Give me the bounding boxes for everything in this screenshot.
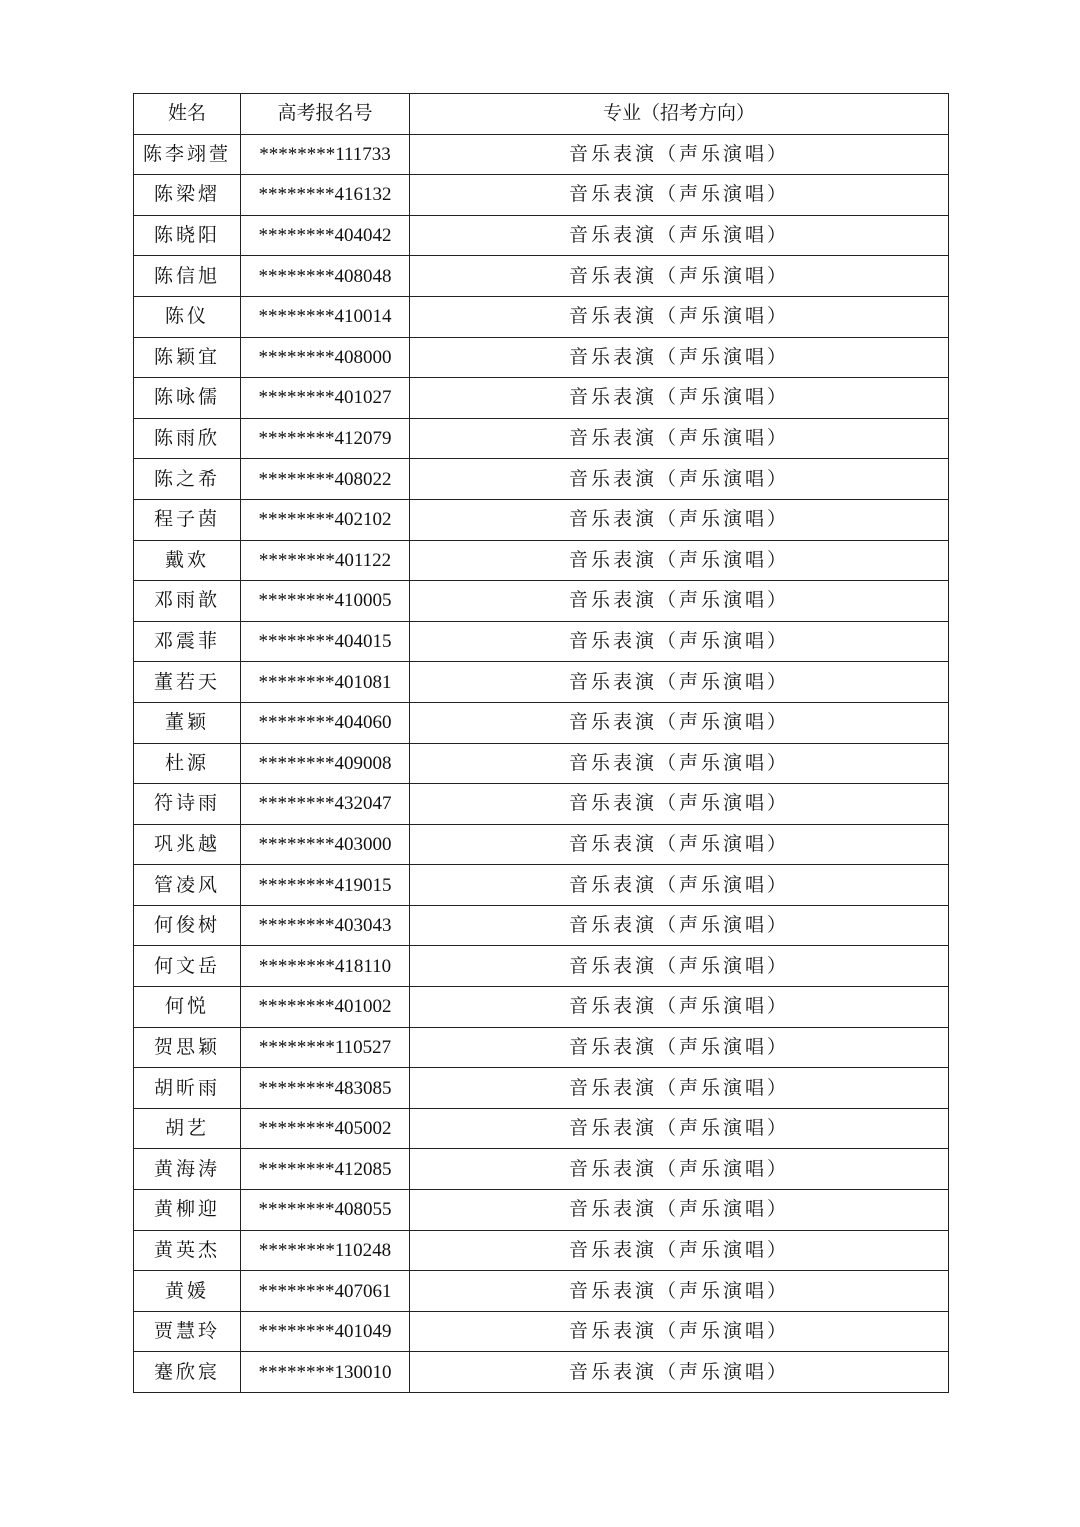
major-cell: 音乐表演（声乐演唱） [410,1149,949,1190]
exam-number-cell: ********401081 [241,662,410,703]
major-cell: 音乐表演（声乐演唱） [410,378,949,419]
major-cell: 音乐表演（声乐演唱） [410,1352,949,1393]
major-cell: 音乐表演（声乐演唱） [410,540,949,581]
admission-table [133,93,949,1393]
exam-number-cell: ********408000 [241,337,410,378]
student-name-cell: 陈李翊萱 [134,134,241,175]
student-name-cell: 戴欢 [134,540,241,581]
table-row [134,1311,949,1352]
student-name-cell: 巩兆越 [134,824,241,865]
table-row [134,784,949,825]
major-cell: 音乐表演（声乐演唱） [410,702,949,743]
exam-number-cell: ********403043 [241,905,410,946]
major-cell: 音乐表演（声乐演唱） [410,175,949,216]
table-row [134,946,949,987]
major-cell: 音乐表演（声乐演唱） [410,1027,949,1068]
table-row [134,134,949,175]
exam-number-cell: ********410005 [241,581,410,622]
table-row [134,1352,949,1393]
exam-number-cell: ********130010 [241,1352,410,1393]
major-cell: 音乐表演（声乐演唱） [410,743,949,784]
exam-number-cell: ********110527 [241,1027,410,1068]
student-name-cell: 陈仪 [134,296,241,337]
major-cell: 音乐表演（声乐演唱） [410,296,949,337]
table-row [134,1271,949,1312]
exam-number-cell: ********416132 [241,175,410,216]
exam-number-cell: ********405002 [241,1108,410,1149]
major-cell: 音乐表演（声乐演唱） [410,1271,949,1312]
student-name-cell: 杜源 [134,743,241,784]
exam-number-cell: ********401122 [241,540,410,581]
student-name-cell: 黄英杰 [134,1230,241,1271]
student-name-cell: 陈之希 [134,459,241,500]
table-row [134,621,949,662]
major-cell: 音乐表演（声乐演唱） [410,784,949,825]
major-cell: 音乐表演（声乐演唱） [410,581,949,622]
table-row [134,459,949,500]
table-row [134,418,949,459]
student-name-cell: 贾慧玲 [134,1311,241,1352]
student-name-cell: 陈信旭 [134,256,241,297]
student-name-cell: 董颖 [134,702,241,743]
exam-number-cell: ********407061 [241,1271,410,1312]
exam-number-cell: ********410014 [241,296,410,337]
table-row [134,702,949,743]
table-row [134,378,949,419]
table-row [134,337,949,378]
table-row [134,662,949,703]
major-cell: 音乐表演（声乐演唱） [410,134,949,175]
student-name-cell: 陈雨欣 [134,418,241,459]
table-row [134,499,949,540]
student-name-cell: 董若天 [134,662,241,703]
exam-number-cell: ********418110 [241,946,410,987]
table-row [134,905,949,946]
table-row [134,296,949,337]
student-name-cell: 陈梁熠 [134,175,241,216]
major-cell: 音乐表演（声乐演唱） [410,987,949,1028]
table-row [134,1068,949,1109]
student-name-cell: 管凌风 [134,865,241,906]
exam-number-cell: ********419015 [241,865,410,906]
table-row [134,256,949,297]
major-cell: 音乐表演（声乐演唱） [410,662,949,703]
header-name: 姓名 [134,94,241,135]
student-name-cell: 邓雨歆 [134,581,241,622]
exam-number-cell: ********408022 [241,459,410,500]
major-cell: 音乐表演（声乐演唱） [410,621,949,662]
student-name-cell: 陈晓阳 [134,215,241,256]
exam-number-cell: ********401002 [241,987,410,1028]
exam-number-cell: ********404042 [241,215,410,256]
major-cell: 音乐表演（声乐演唱） [410,499,949,540]
table-row [134,743,949,784]
header-row [134,94,949,135]
table-row [134,581,949,622]
major-cell: 音乐表演（声乐演唱） [410,1190,949,1231]
table-header [134,94,949,135]
table-body [134,134,949,1392]
student-name-cell: 邓震菲 [134,621,241,662]
major-cell: 音乐表演（声乐演唱） [410,215,949,256]
major-cell: 音乐表演（声乐演唱） [410,256,949,297]
student-name-cell: 何俊树 [134,905,241,946]
student-name-cell: 程子茵 [134,499,241,540]
table-row [134,540,949,581]
student-name-cell: 胡艺 [134,1108,241,1149]
student-name-cell: 黄海涛 [134,1149,241,1190]
exam-number-cell: ********401049 [241,1311,410,1352]
exam-number-cell: ********408048 [241,256,410,297]
exam-number-cell: ********412079 [241,418,410,459]
table-row [134,1190,949,1231]
exam-number-cell: ********403000 [241,824,410,865]
student-name-cell: 何悦 [134,987,241,1028]
exam-number-cell: ********401027 [241,378,410,419]
major-cell: 音乐表演（声乐演唱） [410,1108,949,1149]
table-row [134,987,949,1028]
student-name-cell: 黄媛 [134,1271,241,1312]
table-row [134,1027,949,1068]
header-major: 专业（招考方向） [410,94,949,135]
major-cell: 音乐表演（声乐演唱） [410,337,949,378]
student-name-cell: 贺思颖 [134,1027,241,1068]
exam-number-cell: ********402102 [241,499,410,540]
exam-number-cell: ********432047 [241,784,410,825]
major-cell: 音乐表演（声乐演唱） [410,459,949,500]
major-cell: 音乐表演（声乐演唱） [410,824,949,865]
exam-number-cell: ********412085 [241,1149,410,1190]
table-row [134,215,949,256]
major-cell: 音乐表演（声乐演唱） [410,905,949,946]
table-row [134,1230,949,1271]
student-name-cell: 胡昕雨 [134,1068,241,1109]
exam-number-cell: ********110248 [241,1230,410,1271]
exam-number-cell: ********111733 [241,134,410,175]
exam-number-cell: ********483085 [241,1068,410,1109]
exam-number-cell: ********404060 [241,702,410,743]
header-exam-number: 高考报名号 [241,94,410,135]
table-row [134,175,949,216]
exam-number-cell: ********409008 [241,743,410,784]
major-cell: 音乐表演（声乐演唱） [410,418,949,459]
major-cell: 音乐表演（声乐演唱） [410,1230,949,1271]
student-name-cell: 陈咏儒 [134,378,241,419]
major-cell: 音乐表演（声乐演唱） [410,946,949,987]
table-row [134,824,949,865]
table-row [134,865,949,906]
student-name-cell: 黄柳迎 [134,1190,241,1231]
table-row [134,1149,949,1190]
student-name-cell: 何文岳 [134,946,241,987]
table-row [134,1108,949,1149]
student-name-cell: 蹇欣宸 [134,1352,241,1393]
student-name-cell: 陈颖宜 [134,337,241,378]
student-name-cell: 符诗雨 [134,784,241,825]
exam-number-cell: ********408055 [241,1190,410,1231]
major-cell: 音乐表演（声乐演唱） [410,1068,949,1109]
major-cell: 音乐表演（声乐演唱） [410,1311,949,1352]
major-cell: 音乐表演（声乐演唱） [410,865,949,906]
exam-number-cell: ********404015 [241,621,410,662]
